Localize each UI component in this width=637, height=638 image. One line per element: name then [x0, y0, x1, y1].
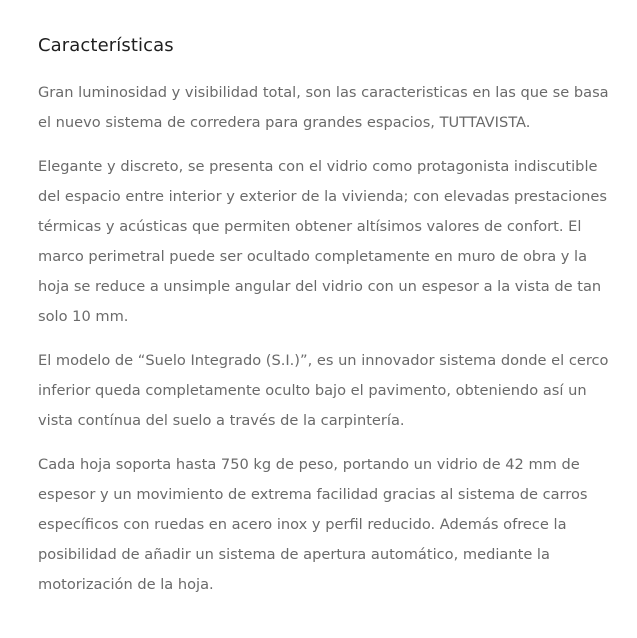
paragraph-load-capacity: Cada hoja soporta hasta 750 kg de peso, portando un vidrio de 42 mm de espesor y un movimiento de extrema facilidad gracias al sistema de carros específicos con ruedas en acero inox y perfil reducido. Además ofrece la posibilidad de añadir un sistema de apertura automático, mediante la motorización de la hoja.: [38, 456, 588, 593]
section-title: Características: [38, 35, 174, 56]
features-section: [38, 32, 618, 614]
paragraph-integrated-floor: El modelo de “Suelo Integrado (S.I.)”, es un innovador sistema donde el cerco inferior queda completamente oculto bajo el pavimento, obteniendo así un vista contínua del suelo a través de la carpintería.: [38, 352, 609, 429]
paragraph-intro: Gran luminosidad y visibilidad total, son las caracteristicas en las que se basa el nuevo sistema de corredera para grandes espacios, TUTTAVISTA.: [38, 84, 609, 131]
paragraph-design: Elegante y discreto, se presenta con el vidrio como protagonista indiscutible del espacio entre interior y exterior de la vivienda; con elevadas prestaciones térmicas y acústicas que permiten obtener altísimos valores de confort. El marco perimetral puede ser ocultado completamente en muro de obra y la hoja se reduce a unsimple angular del vidrio con un espesor a la vista de tan solo 10 mm.: [38, 158, 607, 325]
